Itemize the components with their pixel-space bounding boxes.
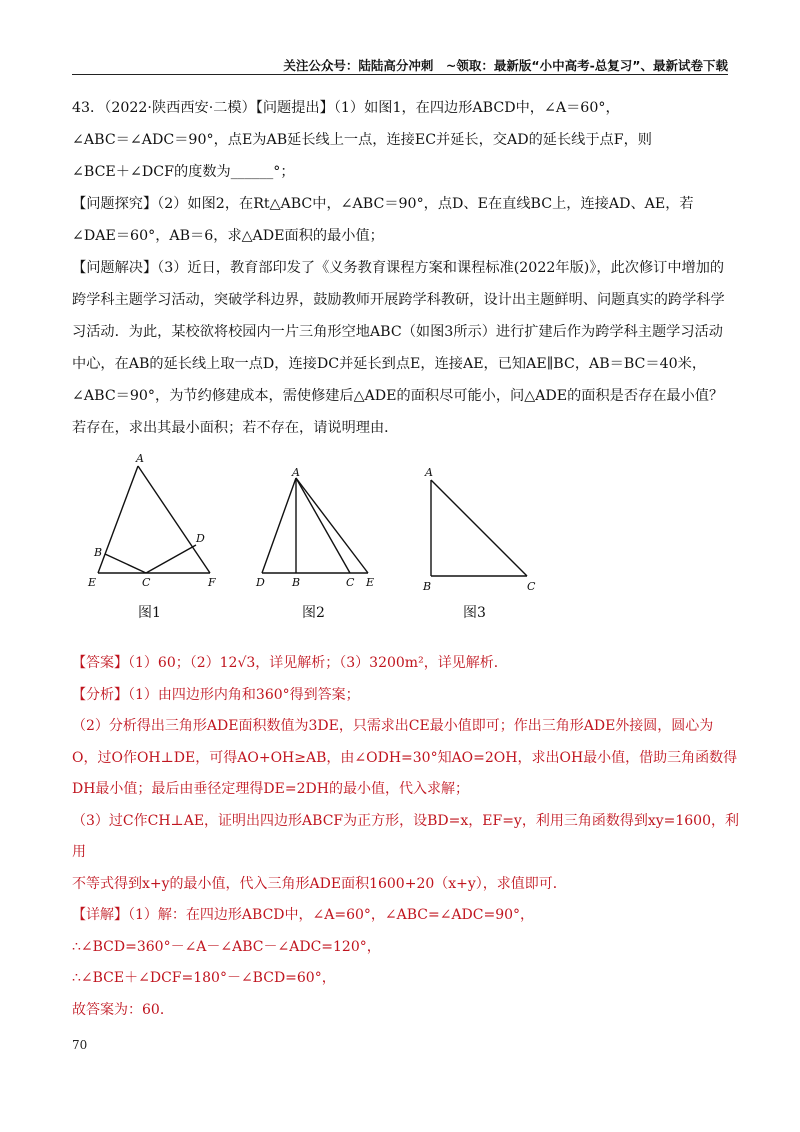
analysis-line-1: 【分析】（1）由四边形内角和360°得到答案； [72,686,360,703]
problem-line-5: ∠DAE＝60°，AB＝6，求△ADE面积的最小值； [72,228,384,244]
problem-text [72,92,730,444]
figures-row [72,448,592,638]
problem-line-9: 中心，在AB的延长线上取一点D，连接DC并延长到点E，连接AE，已知AE∥BC，AB＝BC＝40米， [72,356,707,372]
answer-line: 【答案】（1）60；（2）12√3，详见解析；（3）3200m²，详见解析． [72,655,508,671]
page-number: 70 [72,1038,88,1052]
analysis-line-3: O，过O作OH⊥DE，可得AO+OH≥AB，由∠ODH=30°知AO=2OH，求出OH最小值，借助三角函数得 [72,749,738,766]
answer-section [72,648,740,1026]
analysis-line-5: （3）过C作CH⊥AE，证明出四边形ABCF为正方形，设BD=x，EF=y，利用三角函数得到xy=1600，利用 [72,812,739,860]
fig1-label-e: E [88,576,97,588]
figure-2-diagram [250,448,390,588]
figure-1-diagram [80,448,230,588]
figure-3 [417,448,557,621]
fig1-label-f: F [208,576,216,588]
fig2-label-d: D [256,576,265,588]
problem-line-1: 43．（2022·陕西西安·二模）【问题提出】（1）如图1，在四边形ABCD中，∠A＝60°， [72,100,620,116]
detail-line-3: ∴∠BCE＋∠DCF=180°－∠BCD=60°， [72,970,336,986]
figure-2 [250,448,390,621]
detail-line-2: ∴∠BCD=360°－∠A－∠ABC－∠ADC=120°， [72,938,381,955]
figure-1 [80,448,230,621]
problem-line-7: 跨学科主题学习活动，突破学科边界，鼓励教师开展跨学科教研，设计出主题鲜明、问题真实的跨学科学 [72,292,725,308]
figure-3-diagram [417,448,557,598]
detail-line-4: 故答案为：60． [72,1001,174,1018]
problem-line-11: 若存在，求出其最小面积；若不存在，请说明理由． [72,420,399,436]
fig1-label-d: D [196,532,205,545]
fig2-label-a: A [292,466,300,479]
detail-line-1: 【详解】（1）解：在四边形ABCD中，∠A=60°，∠ABC=∠ADC=90°， [72,907,535,923]
problem-line-2: ∠ABC＝∠ADC＝90°，点E为AB延长线上一点，连接EC并延长，交AD的延长线于点F，则 [72,132,652,148]
fig1-label-a: A [136,452,144,465]
fig1-label-c: C [142,576,151,588]
figure-2-caption: 图2 [302,605,325,621]
problem-line-10: ∠ABC＝90°，为节约修建成本，需使修建后△ADE的面积尽可能小，问△ADE的面积是否存在最小值？ [72,388,724,404]
problem-line-6: 【问题解决】（3）近日，教育部印发了《义务教育课程方案和课程标准(2022年版)》，此次修订中增加的 [72,260,725,276]
analysis-line-4: DH最小值；最后由垂径定理得DE=2DH的最小值，代入求解； [72,781,469,797]
fig2-label-c: C [346,576,355,588]
analysis-line-6: 不等式得到x+y的最小值，代入三角形ADE面积1600+20（x+y），求值即可． [72,875,567,892]
fig2-label-b: B [292,576,301,588]
fig3-label-a: A [425,466,433,479]
problem-line-3: ∠BCE＋∠DCF的度数为______°； [72,164,295,180]
figure-3-caption: 图3 [463,605,486,621]
problem-line-4: 【问题探究】（2）如图2，在Rt△ABC中，∠ABC＝90°，点D、E在直线BC上，连接AD、AE，若 [72,196,694,212]
fig1-label-b: B [94,546,103,559]
fig3-label-c: C [527,580,536,593]
figure-1-caption: 图1 [138,605,161,621]
analysis-line-2: （2）分析得出三角形ADE面积数值为3DE，只需求出CE最小值即可；作出三角形ADE外接圆，圆心为 [72,718,714,734]
fig3-label-b: B [423,580,432,593]
fig2-label-e: E [366,576,375,588]
page-header: 关注公众号：陆陆高分冲刺 ~领取：最新版“小中高考-总复习”、最新试卷下载 [283,58,728,73]
problem-line-8: 习活动．为此，某校欲将校园内一片三角形空地ABC（如图3所示）进行扩建后作为跨学科主题学习活动 [72,324,723,340]
header-rule [72,74,728,75]
